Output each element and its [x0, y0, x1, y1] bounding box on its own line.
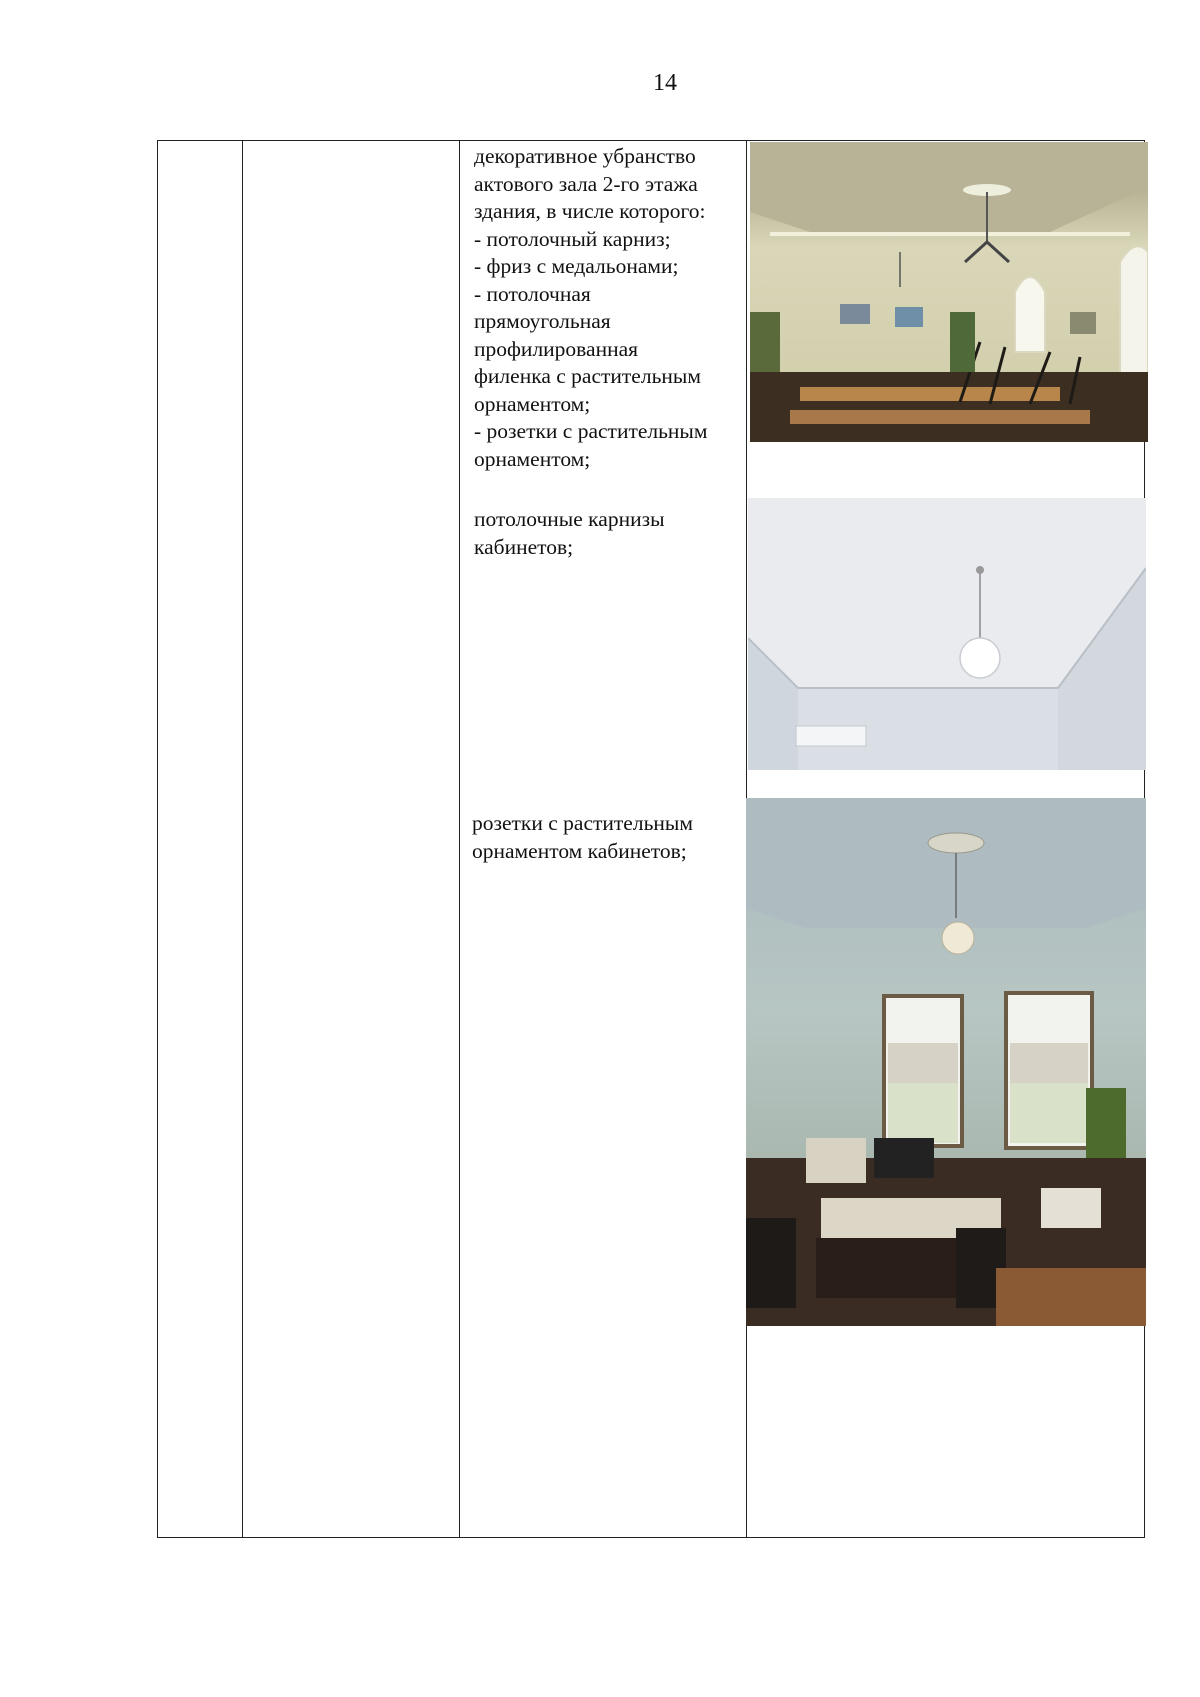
table-column-divider-1 [242, 140, 243, 1538]
page-number: 14 [653, 70, 677, 96]
row-3-description: розетки с растительным орнаментом кабинетов; [472, 811, 693, 863]
assembly-hall-photo [750, 142, 1148, 442]
office-ceiling-rosette-photo [746, 798, 1146, 1326]
table-column-divider-2 [459, 140, 460, 1538]
office-ceiling-cornice-photo [748, 498, 1146, 770]
row-1-description: декоративное убранство актового зала 2-го этажа здания, в числе которого: - потолочный карниз; - фриз с медальонами; - потолочная прямоугольная профилированная филенка с растительным орнаментом; - розетки с растительным орнаментом; [474, 144, 708, 471]
row-2-description: потолочные карнизы кабинетов; [474, 507, 665, 559]
